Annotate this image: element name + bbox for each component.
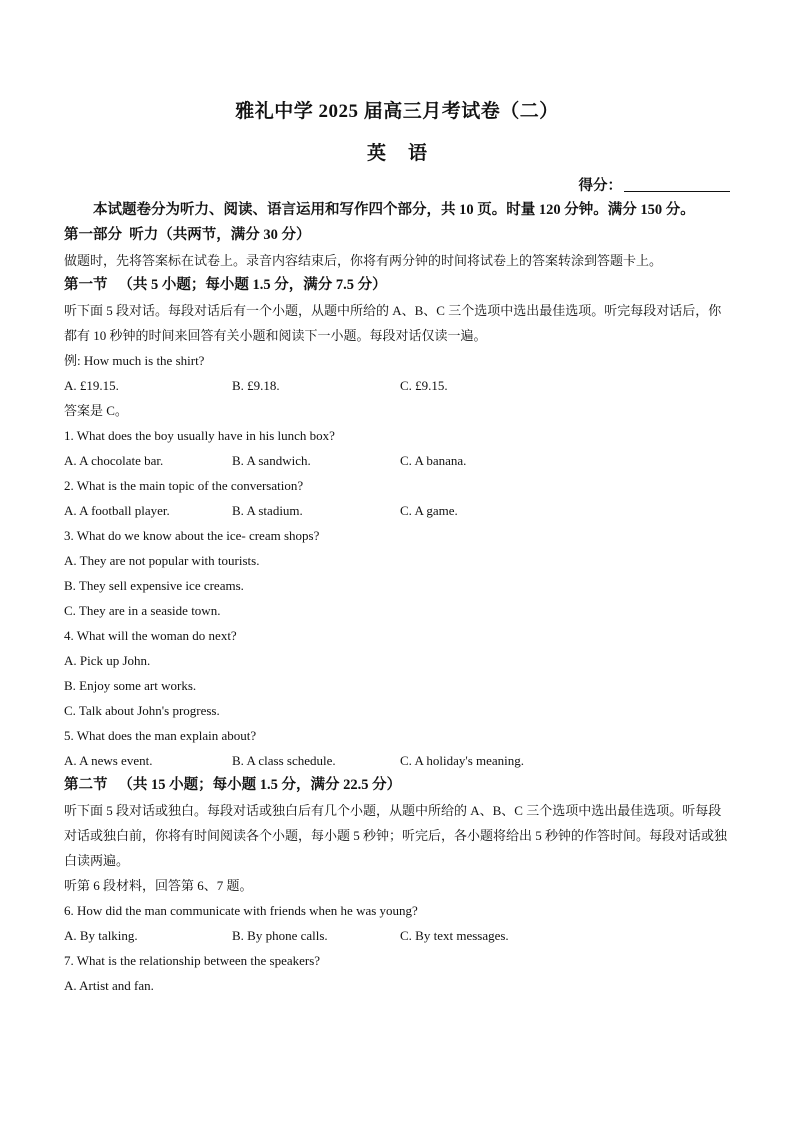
question-3: 3. What do we know about the ice- cream shops?: [64, 528, 320, 543]
option-a: A. Artist and fan.: [64, 978, 154, 993]
question-2-options: [64, 498, 730, 523]
question-1: 1. What does the boy usually have in his lunch box?: [64, 428, 335, 443]
question-6-options: [64, 923, 730, 948]
option-b: B. Enjoy some art works.: [64, 678, 197, 693]
score-label: 得分：: [578, 178, 622, 194]
example-answer: 答案是 C。: [64, 403, 128, 418]
option-a: A. £19.15.: [64, 378, 119, 393]
option-c: C. A holiday's meaning.: [400, 753, 525, 768]
option-b: B. By phone calls.: [232, 928, 328, 943]
option-c: C. They are in a seaside town.: [64, 603, 221, 618]
section1-instruction: 听下面 5 段对话。每段对话后有一个小题，从题中所给的 A、B、C 三个选项中选出最佳选项。听完每段对话后，你都有 10 秒钟的时间来回答有关小题和阅读下一小题。每段对话仅读一遍。: [64, 303, 722, 343]
part1-heading: 第一部分 听力（共两节，满分 30 分）: [64, 227, 311, 243]
section2-instruction: 听下面 5 段对话或独白。每段对话或独白后有几个小题，从题中所给的 A、B、C 三个选项中选出最佳选项。听每段对话或独白前，你将有时间阅读各个小题，每小题 5 秒钟；听完后，各小题将给出 5 秒钟的作答时间。每段对话或独白读两遍。: [64, 803, 728, 868]
option-b: B. A class schedule.: [232, 753, 336, 768]
option-b: B. £9.18.: [232, 378, 280, 393]
section1-heading: 第一节 （共 5 小题；每小题 1.5 分，满分 7.5 分）: [64, 277, 387, 293]
material-note: 听第 6 段材料，回答第 6、7 题。: [64, 878, 253, 893]
option-a: A. A news event.: [64, 753, 153, 768]
question-7: 7. What is the relationship between the speakers?: [64, 953, 321, 968]
subject-title: 英语: [366, 143, 449, 164]
question-2: 2. What is the main topic of the conversation?: [64, 478, 304, 493]
exam-intro: 本试题卷分为听力、阅读、语言运用和写作四个部分，共 10 页。时量 120 分钟。满分 150 分。: [93, 202, 695, 218]
option-b: B. They sell expensive ice creams.: [64, 578, 244, 593]
option-c: C. £9.15.: [400, 378, 448, 393]
option-c: C. By text messages.: [400, 928, 509, 943]
option-a: A. Pick up John.: [64, 653, 151, 668]
score-blank: [624, 177, 730, 192]
example-question: 例: How much is the shirt?: [64, 353, 205, 368]
exam-title: 雅礼中学 2025 届高三月考试卷（二）: [235, 101, 559, 122]
question-4: 4. What will the woman do next?: [64, 628, 237, 643]
option-b: B. A sandwich.: [232, 453, 311, 468]
option-a: A. By talking.: [64, 928, 138, 943]
option-c: C. Talk about John's progress.: [64, 703, 220, 718]
part1-instruction: 做题时，先将答案标在试卷上。录音内容结束后，你将有两分钟的时间将试卷上的答案转涂到答题卡上。: [64, 253, 663, 268]
option-a: A. They are not popular with tourists.: [64, 553, 260, 568]
exam-body: [64, 198, 730, 998]
option-b: B. A stadium.: [232, 503, 303, 518]
option-a: A. A chocolate bar.: [64, 453, 164, 468]
question-5: 5. What does the man explain about?: [64, 728, 257, 743]
question-5-options: [64, 748, 730, 773]
option-c: C. A banana.: [400, 453, 467, 468]
option-c: C. A game.: [400, 503, 458, 518]
option-a: A. A football player.: [64, 503, 170, 518]
question-6: 6. How did the man communicate with friends when he was young?: [64, 903, 418, 918]
section2-heading: 第二节 （共 15 小题；每小题 1.5 分，满分 22.5 分）: [64, 777, 402, 793]
score-field: [579, 174, 731, 195]
question-1-options: [64, 448, 730, 473]
example-options: [64, 373, 730, 398]
